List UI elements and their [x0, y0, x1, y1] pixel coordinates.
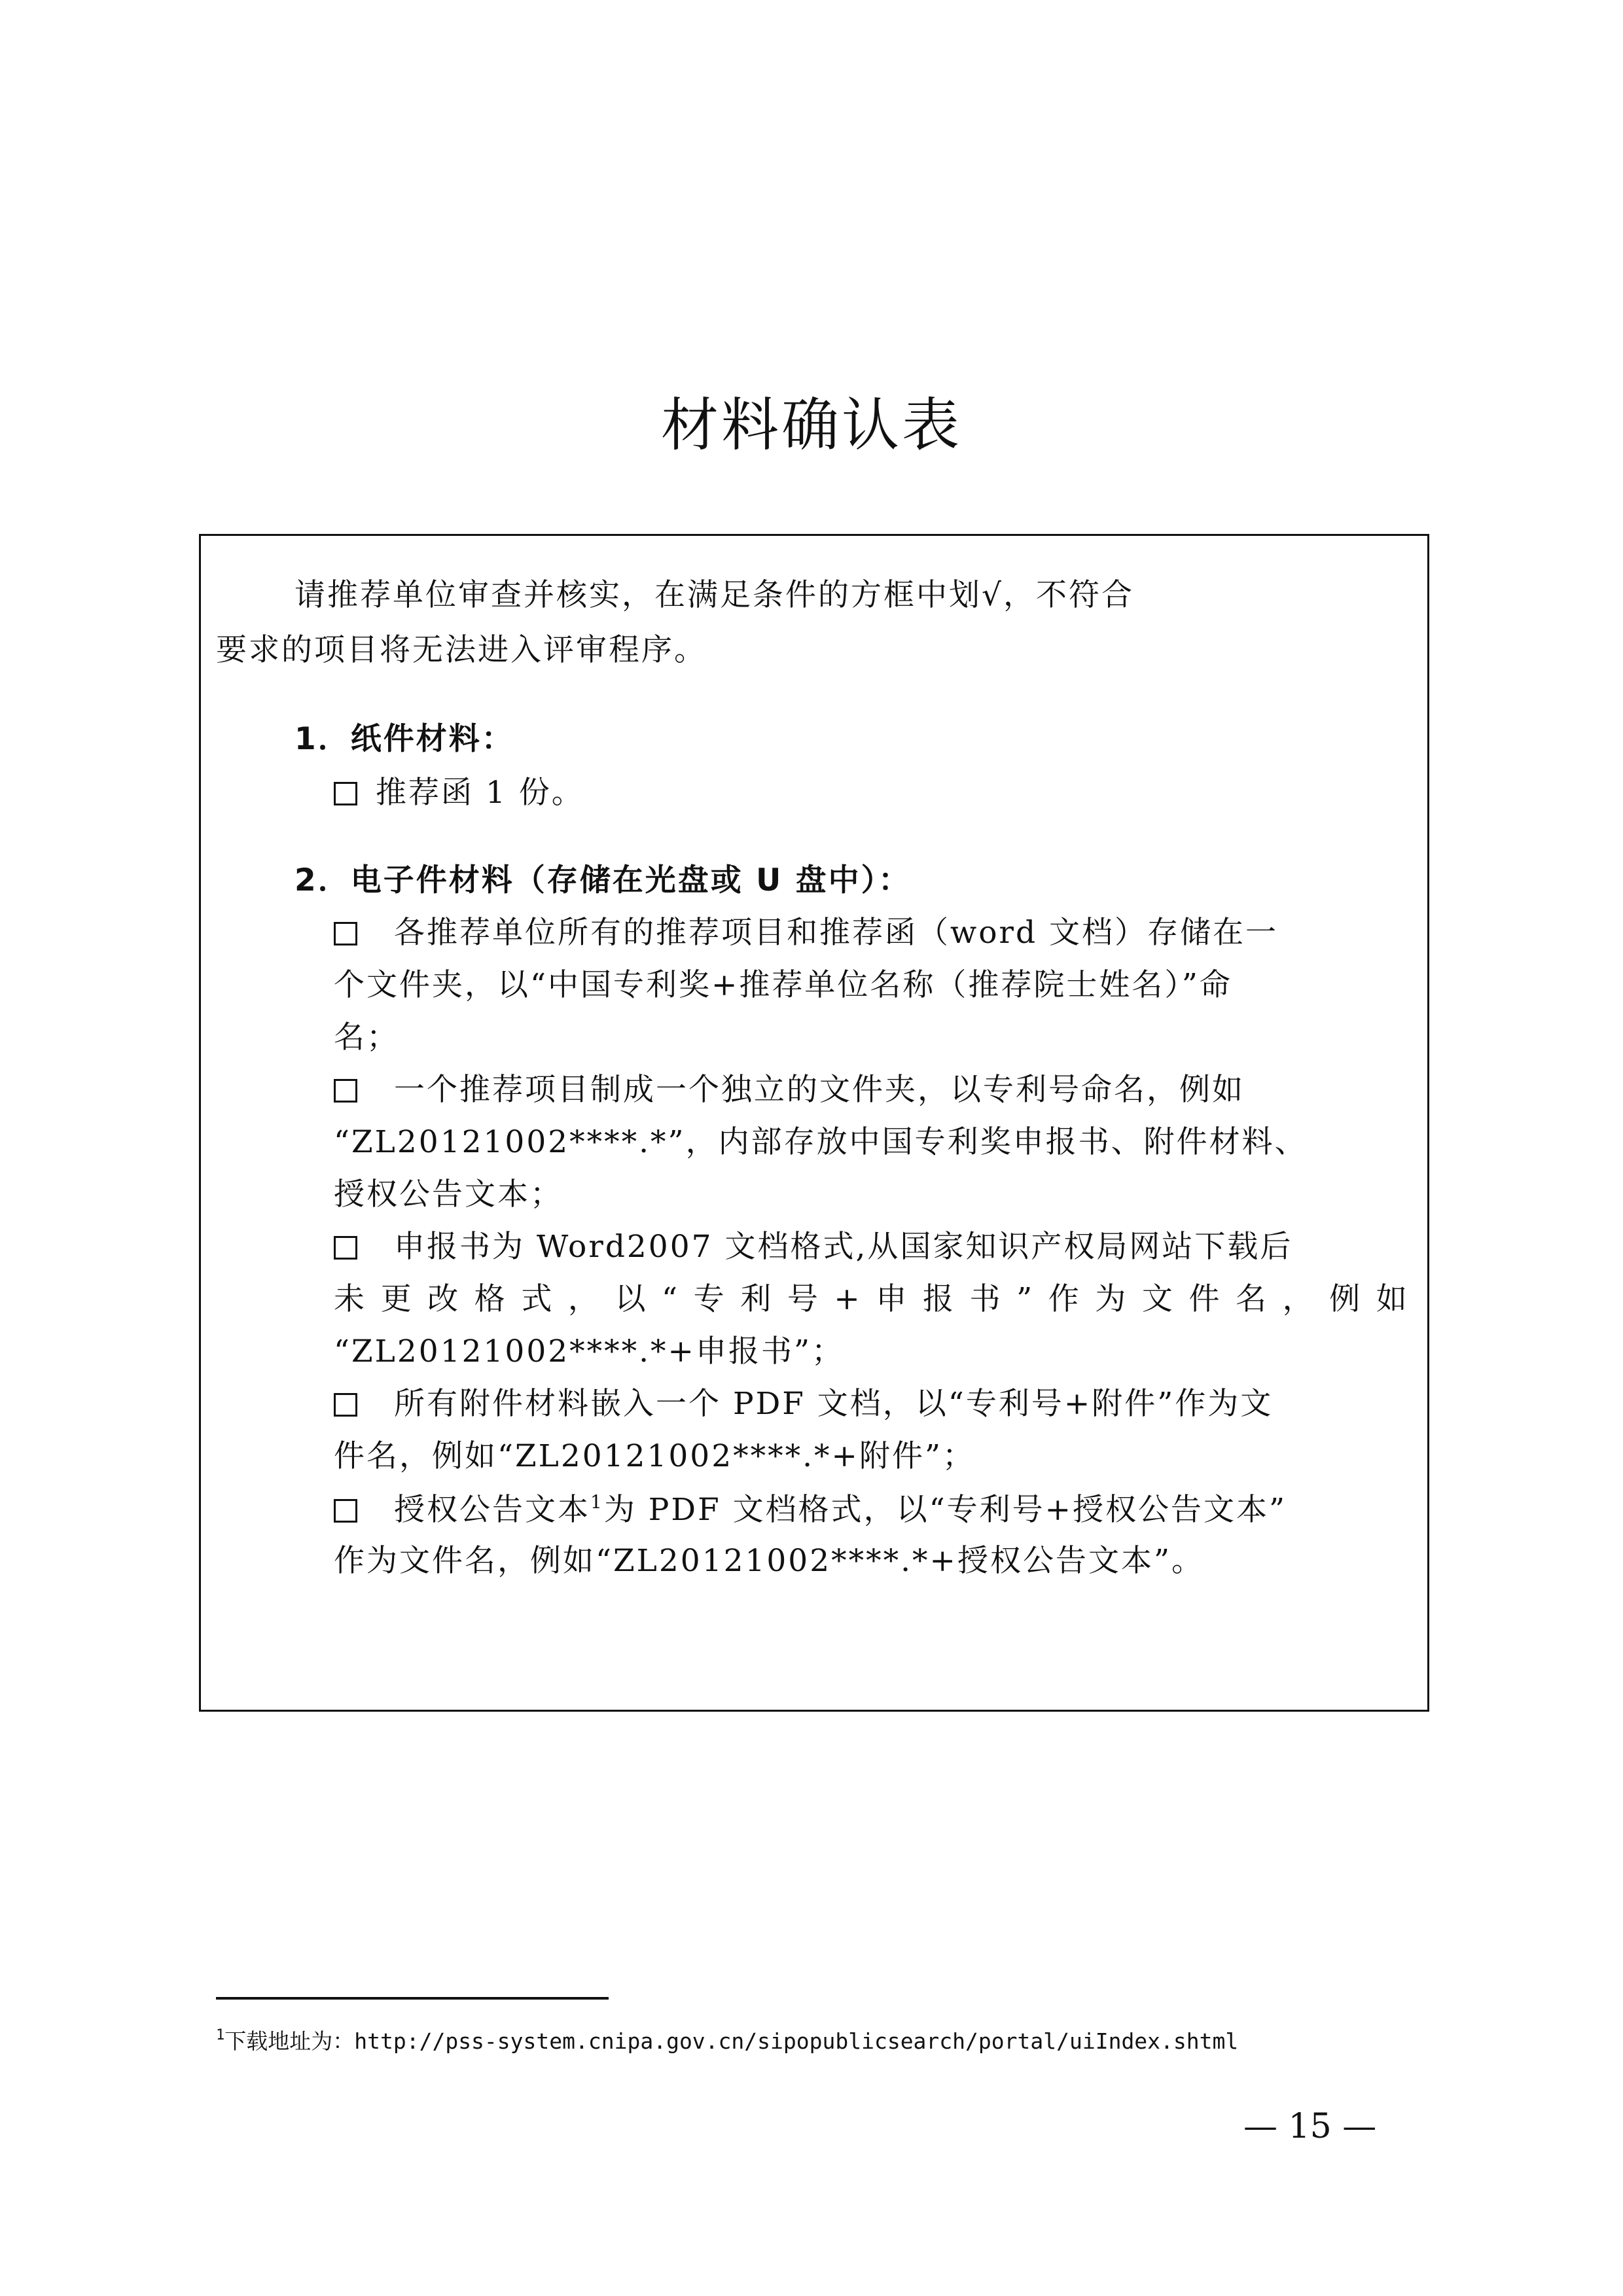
justified-char: 式: [521, 1281, 552, 1317]
checkbox[interactable]: [334, 922, 357, 945]
section-1-heading: 1．纸件材料：: [294, 721, 514, 757]
justified-char: 书: [969, 1281, 1001, 1317]
section-2-item-4-line-2: 件名，例如“ZL20121002****.*+附件”；: [334, 1438, 975, 1474]
justified-char: “: [662, 1281, 678, 1317]
justified-char: 件: [1188, 1281, 1220, 1317]
justified-char: 作: [1048, 1281, 1079, 1317]
footnote: [216, 2024, 1238, 2055]
item-text-a: 授权公告文本: [394, 1492, 590, 1528]
justified-char: 为: [1095, 1281, 1126, 1317]
justified-char: 以: [615, 1281, 646, 1317]
section-1-item-1: [334, 775, 584, 811]
item-text: 申报书为 Word2007 文档格式,从国家知识产权局网站下载后: [394, 1229, 1293, 1265]
justified-char: 专: [693, 1281, 724, 1317]
checkbox[interactable]: [334, 782, 357, 805]
justified-char: ，: [567, 1281, 599, 1317]
item-text: 所有附件材料嵌入一个 PDF 文档，以“专利号+附件”作为文: [394, 1386, 1274, 1422]
justified-char: 未: [334, 1281, 365, 1317]
justified-char: 更: [380, 1281, 412, 1317]
justified-char: 文: [1141, 1281, 1173, 1317]
section-2-item-1-line-2: 个文件夹，以“中国专利奖+推荐单位名称（推荐院士姓名）”命: [334, 967, 1232, 1003]
section-2-item-5-line-1: [334, 1491, 1287, 1528]
justified-char: 如: [1376, 1281, 1407, 1317]
intro-line-1: 请推荐单位审查并核实，在满足条件的方框中划√，不符合: [294, 577, 1134, 613]
justified-char: 改: [427, 1281, 459, 1317]
justified-char: 申: [876, 1281, 907, 1317]
section-2-item-2-line-1: [334, 1072, 1245, 1108]
justified-char: 例: [1329, 1281, 1361, 1317]
item-text: 各推荐单位所有的推荐项目和推荐函（word 文档）存储在一: [394, 915, 1279, 951]
item-text: 一个推荐项目制成一个独立的文件夹，以专利号命名，例如: [394, 1072, 1245, 1108]
justified-char: 号: [787, 1281, 818, 1317]
checkbox[interactable]: [334, 1236, 357, 1260]
justified-char: 格: [474, 1281, 505, 1317]
section-2-heading: 2．电子件材料（存储在光盘或 U 盘中）：: [294, 862, 912, 898]
justified-char: +: [834, 1281, 860, 1317]
footnote-divider: [216, 1997, 609, 2000]
section-2-item-5-line-2: 作为文件名，例如“ZL20121002****.*+授权公告文本”。: [334, 1543, 1204, 1579]
justified-char: ，: [1282, 1281, 1313, 1317]
section-2-item-3-line-3: “ZL20121002****.*+申报书”；: [334, 1333, 844, 1369]
justified-char: 报: [922, 1281, 954, 1317]
footnote-number: 1: [216, 2027, 225, 2043]
confirmation-box: [199, 534, 1429, 1712]
section-2-item-2-line-3: 授权公告文本；: [334, 1176, 563, 1212]
checkbox[interactable]: [334, 1393, 357, 1417]
footnote-text[interactable]: 下载地址为：http://pss-system.cnipa.gov.cn/sipopublicsearch/portal/uiIndex.shtml: [224, 2028, 1239, 2054]
item-text-b: 为 PDF 文档格式，以“专利号+授权公告文本”: [603, 1492, 1287, 1528]
justified-char: 利: [740, 1281, 772, 1317]
intro-line-2: 要求的项目将无法进入评审程序。: [216, 632, 707, 668]
section-2-item-4-line-1: [334, 1386, 1274, 1422]
section-2-item-1-line-3: 名；: [334, 1019, 399, 1055]
justified-char: 名: [1236, 1281, 1267, 1317]
item-text: 推荐函 1 份。: [376, 775, 584, 811]
justified-char: ”: [1016, 1281, 1033, 1317]
section-2-item-3-line-1: [334, 1229, 1293, 1265]
section-2-item-1-line-1: [334, 915, 1279, 951]
checkbox[interactable]: [334, 1499, 357, 1523]
document-title: 材料确认表: [660, 391, 962, 459]
section-2-item-2-line-2: “ZL20121002****.*”，内部存放中国专利奖申报书、附件材料、: [334, 1124, 1308, 1160]
page-number: — 15 —: [1243, 2107, 1377, 2146]
footnote-ref[interactable]: 1: [590, 1491, 604, 1513]
section-2-item-3-line-2: [334, 1281, 1407, 1317]
checkbox[interactable]: [334, 1079, 357, 1103]
